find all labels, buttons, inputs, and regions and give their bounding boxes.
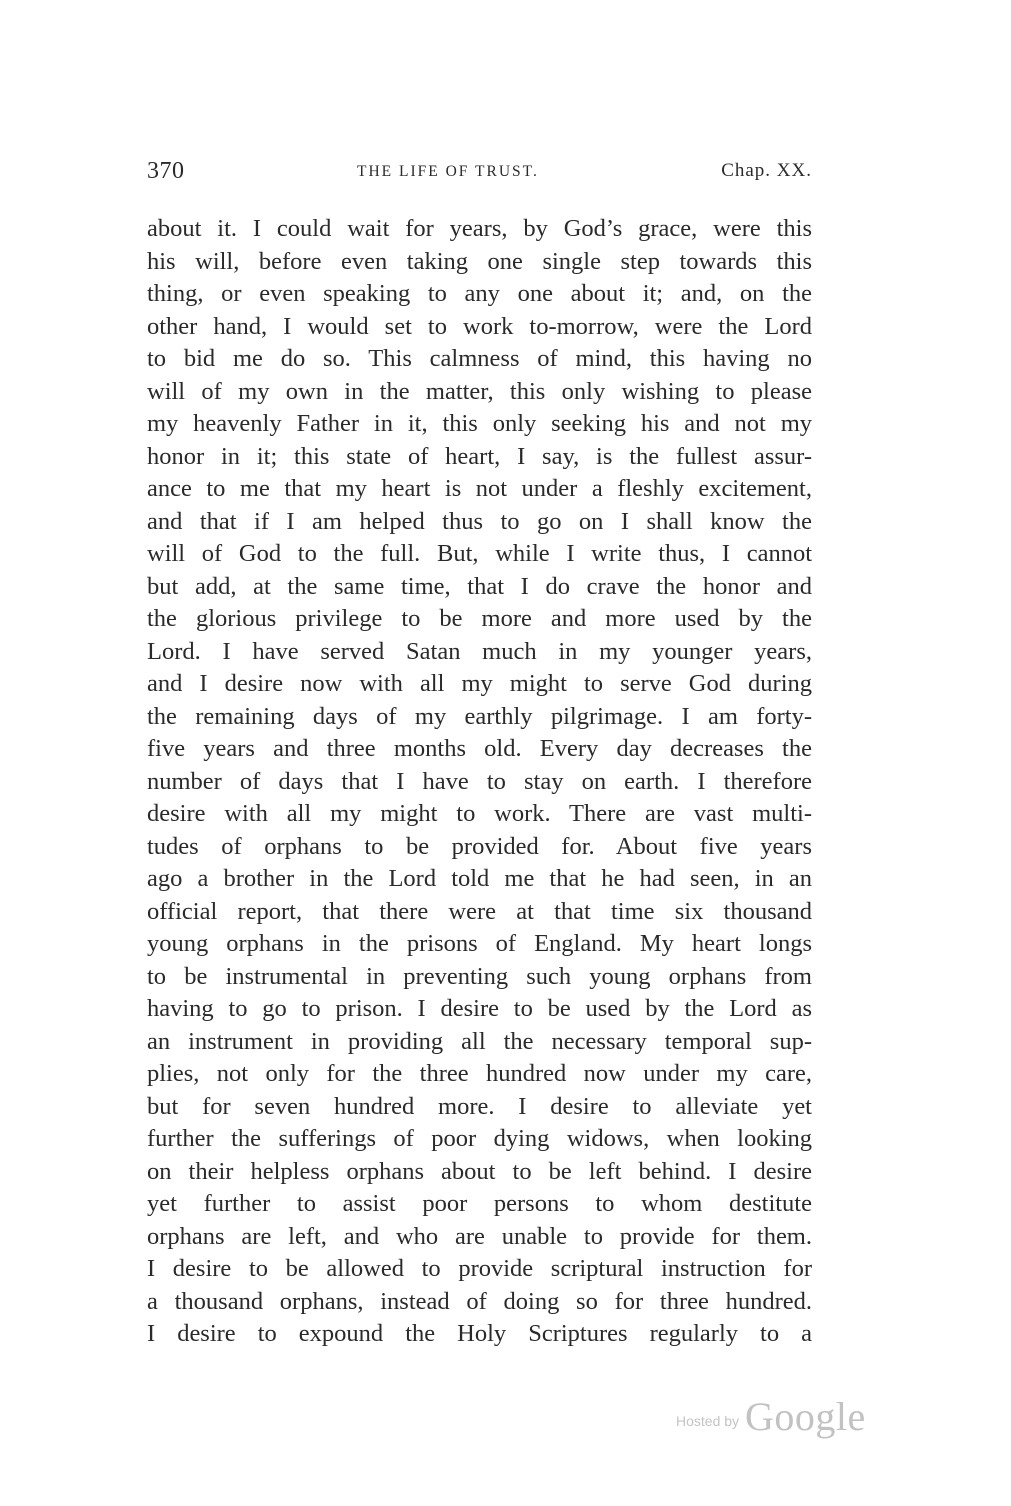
- text-line: orphans are left, and who are unable to provide for them.: [147, 1222, 812, 1250]
- text-line: a thousand orphans, instead of doing so for three hundred.: [147, 1287, 812, 1315]
- text-line: further the sufferings of poor dying widows, when looking: [147, 1125, 812, 1152]
- text-line: the remaining days of my earthly pilgrimage. I am forty-: [147, 702, 812, 730]
- text-line: yet further to assist poor persons to whom destitute: [147, 1190, 812, 1217]
- text-line: tudes of orphans to be provided for. About five years: [147, 832, 812, 860]
- text-line: an instrument in providing all the necessary temporal sup-: [147, 1027, 812, 1055]
- text-line: will of God to the full. But, while I write thus, I cannot: [147, 540, 812, 567]
- text-line: official report, that there were at that time six thousand: [147, 897, 812, 925]
- text-line: ago a brother in the Lord told me that he had seen, in an: [147, 865, 812, 892]
- text-line: but add, at the same time, that I do crave the honor and: [147, 572, 812, 600]
- text-line: to be instrumental in preventing such young orphans from: [147, 962, 812, 990]
- text-line: his will, before even taking one single step towards this: [147, 247, 812, 275]
- text-line: thing, or even speaking to any one about it; and, on the: [147, 280, 812, 307]
- text-line: I desire to expound the Holy Scriptures regularly to a: [147, 1320, 812, 1347]
- text-line: plies, not only for the three hundred now under my care,: [147, 1060, 812, 1087]
- text-line: number of days that I have to stay on earth. I therefore: [147, 767, 812, 795]
- text-line: will of my own in the matter, this only wishing to please: [147, 377, 812, 405]
- running-title: THE LIFE OF TRUST.: [357, 163, 539, 180]
- text-line: having to go to prison. I desire to be used by the Lord as: [147, 995, 812, 1022]
- text-line: on their helpless orphans about to be left behind. I desire: [147, 1157, 812, 1185]
- text-line: and I desire now with all my might to serve God during: [147, 670, 812, 697]
- text-line: five years and three months old. Every day decreases the: [147, 735, 812, 762]
- text-line: my heavenly Father in it, this only seeking his and not my: [147, 410, 812, 437]
- page-number: 370: [147, 158, 185, 184]
- hosted-by-label: Hosted by: [676, 1413, 740, 1429]
- text-line: young orphans in the prisons of England. My heart longs: [147, 930, 812, 957]
- text-line: the glorious privilege to be more and more used by the: [147, 605, 812, 632]
- text-line: to bid me do so. This calmness of mind, this having no: [147, 345, 812, 372]
- text-line: and that if I am helped thus to go on I shall know the: [147, 507, 812, 535]
- text-line: about it. I could wait for years, by God’s grace, were this: [147, 215, 812, 242]
- text-line: I desire to be allowed to provide scriptural instruction for: [147, 1255, 812, 1282]
- text-line: but for seven hundred more. I desire to alleviate yet: [147, 1092, 812, 1120]
- google-logo: Google: [745, 1394, 866, 1439]
- hosted-by-google-watermark: [676, 1387, 866, 1437]
- text-line: other hand, I would set to work to-morrow, were the Lord: [147, 312, 812, 340]
- text-line: Lord. I have served Satan much in my younger years,: [147, 637, 812, 665]
- text-line: desire with all my might to work. There are vast multi-: [147, 800, 812, 827]
- body-text: [147, 213, 812, 1351]
- chapter-label: Chap. XX.: [721, 160, 812, 181]
- text-line: ance to me that my heart is not under a fleshly excitement,: [147, 475, 812, 502]
- text-line: honor in it; this state of heart, I say, is the fullest assur-: [147, 442, 812, 470]
- running-head: [147, 158, 812, 188]
